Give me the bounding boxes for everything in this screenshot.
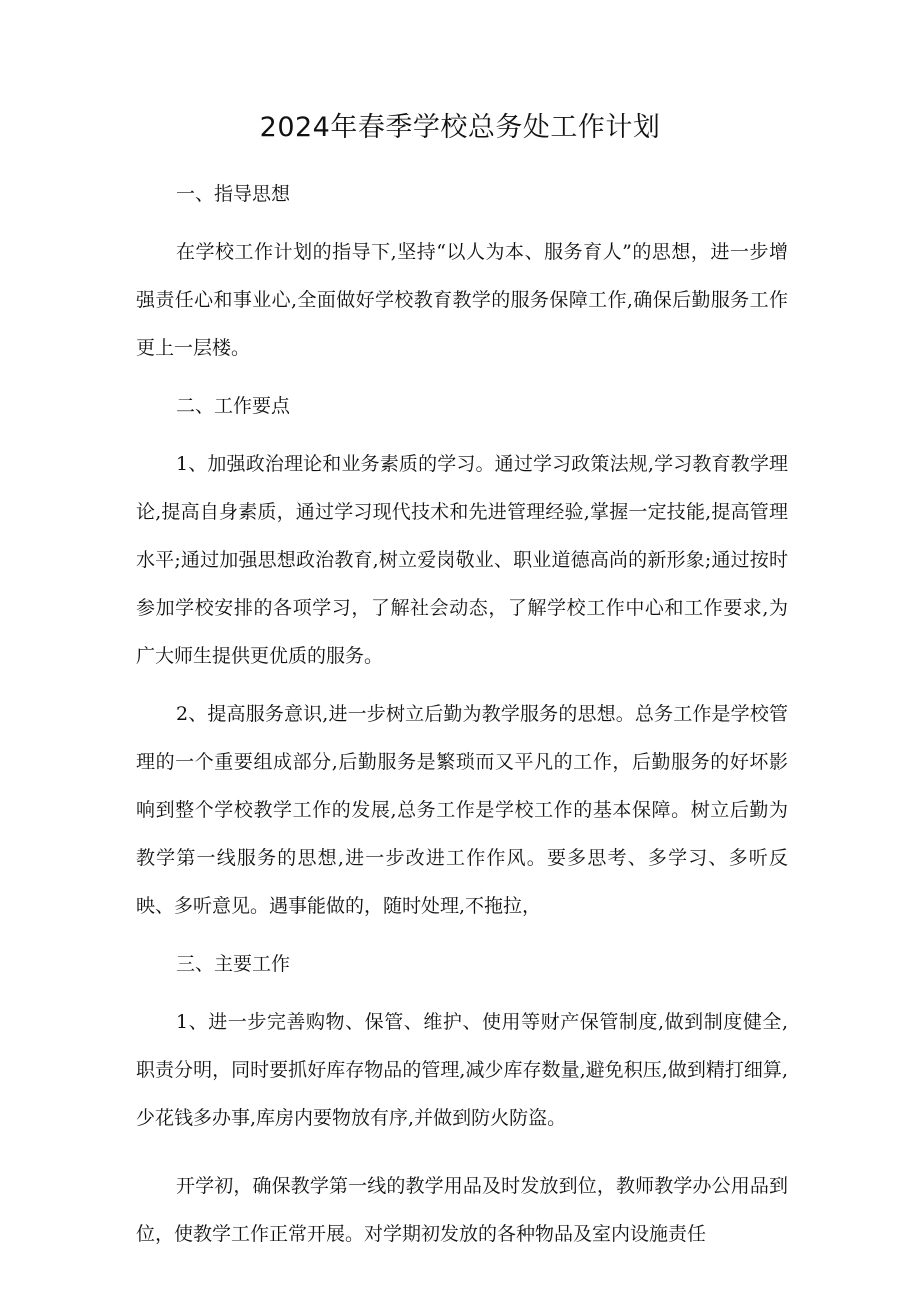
paragraph-main-work-2: 开学初，确保教学第一线的教学用品及时发放到位，教师教学办公用品到位，使教学工作正常开展。对学期初发放的各种物品及室内设施责任 [136, 1175, 788, 1245]
document-body [136, 170, 788, 1268]
section-heading-main-work: 三、主要工作 [176, 953, 291, 975]
document-title: 2024年春季学校总务处工作计划 [259, 112, 661, 143]
section-heading-work-points: 二、工作要点 [176, 395, 291, 417]
paragraph-main-work-1: 1、进一步完善购物、保管、维护、使用等财产保管制度,做到制度健全,职责分明，同时要抓好库存物品的管理,减少库存数量,避免积压,做到精打细算,少花钱多办事,库房内要物放有序,并做到防火防盗。 [136, 1011, 788, 1129]
paragraph-guiding-ideology: 在学校工作计划的指导下,坚持“以人为本、服务育人”的思想，进一步增强责任心和事业心,全面做好学校教育教学的服务保障工作,确保后勤服务工作更上一层楼。 [136, 241, 788, 359]
paragraph-work-point-1: 1、加强政治理论和业务素质的学习。通过学习政策法规,学习教育教学理论,提高自身素质，通过学习现代技术和先进管理经验,掌握一定技能,提高管理水平;通过加强思想政治教育,树立爱岗敬业、职业道德高尚的新形象;通过按时参加学校安排的各项学习，了解社会动态，了解学校工作中心和工作要求,为广大师生提供更优质的服务。 [136, 453, 788, 667]
section-heading-guiding-ideology: 一、指导思想 [176, 183, 291, 205]
paragraph-work-point-2: 2、提高服务意识,进一步树立后勤为教学服务的思想。总务工作是学校管理的一个重要组成部分,后勤服务是繁琐而又平凡的工作，后勤服务的好坏影响到整个学校教学工作的发展,总务工作是学校工作的基本保障。树立后勤为教学第一线服务的思想,进一步改进工作作风。要多思考、多学习、多听反映、多听意见。遇事能做的，随时处理,不拖拉， [136, 703, 788, 917]
